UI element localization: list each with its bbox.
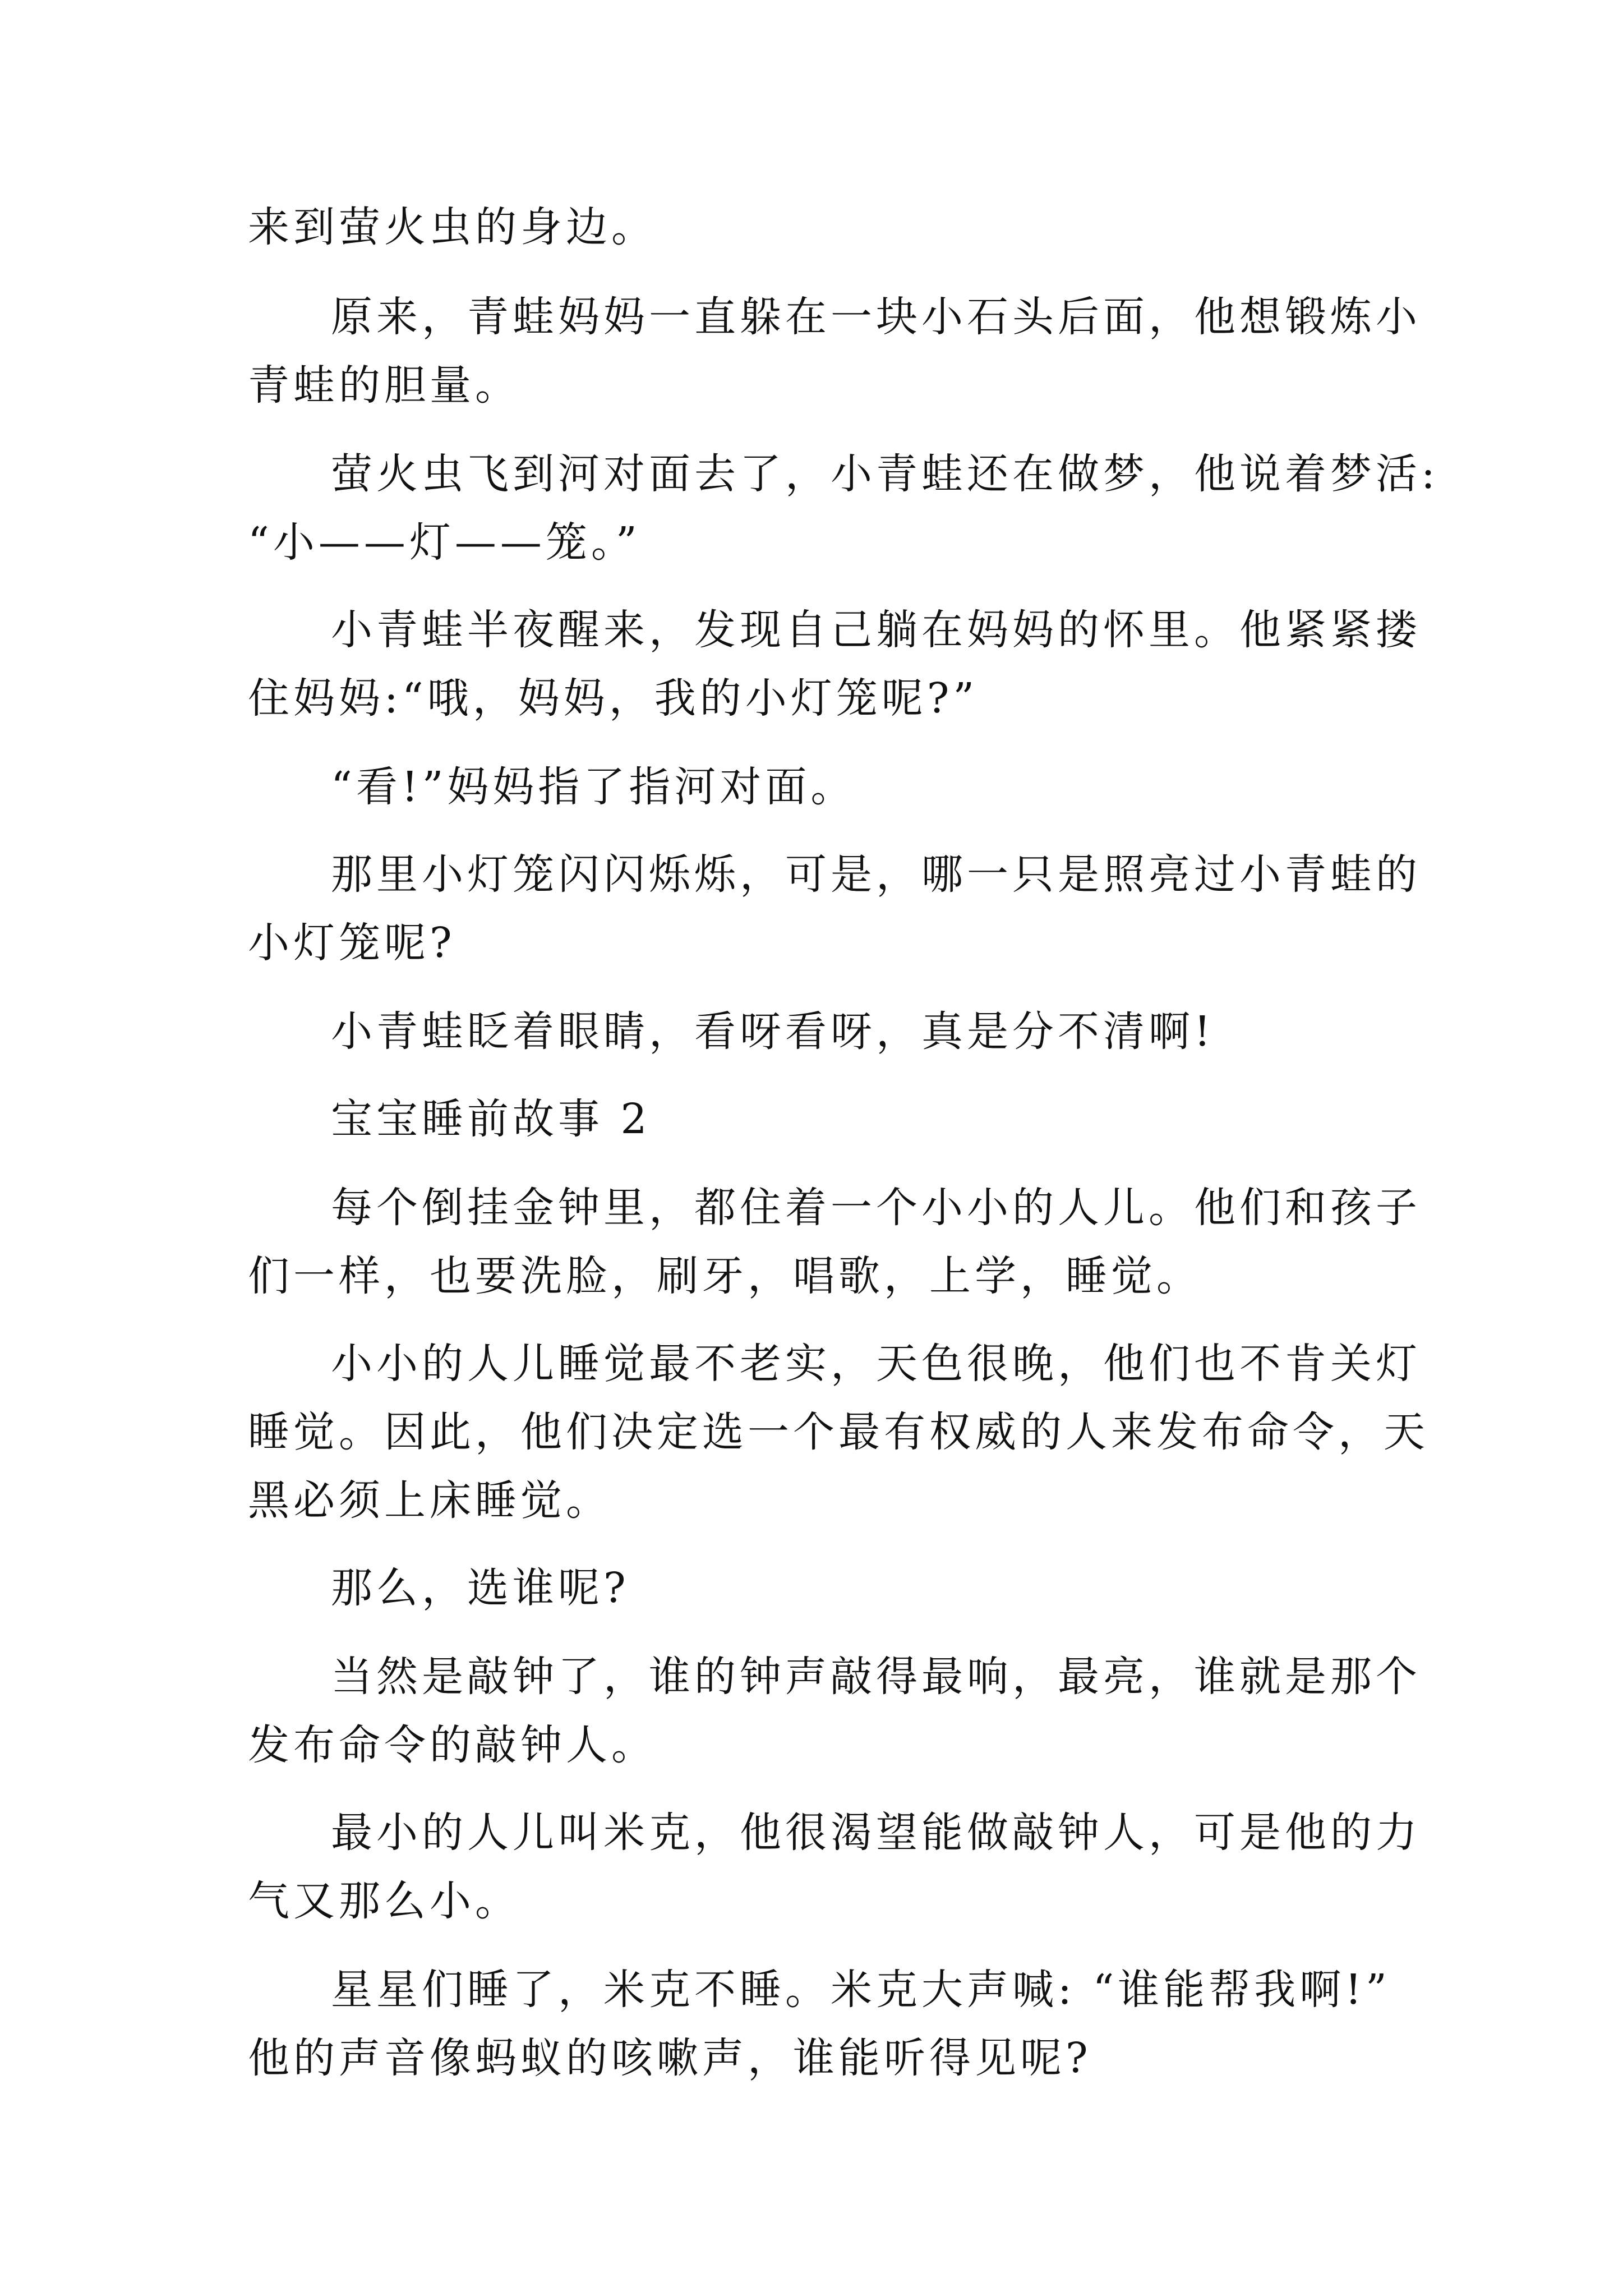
section-heading: 宝宝睡前故事 2 [331, 1095, 651, 1143]
paragraph-line: 每个倒挂金钟里，都住着一个小小的人儿。他们和孩子 [331, 1184, 1421, 1232]
text-line: 们一样，也要洗脸，刷牙，唱歌，上学，睡觉。 [248, 1252, 1202, 1300]
paragraph-line: 当然是敲钟了，谁的钟声敲得最响，最亮，谁就是那个 [331, 1653, 1421, 1701]
paragraph-line: 小小的人儿睡觉最不老实，天色很晚，他们也不肯关灯 [331, 1340, 1421, 1388]
paragraph-line: 星星们睡了，米克不睡。米克大声喊: “谁能帮我啊!” [331, 1966, 1391, 2014]
text-line: 发布命令的敲钟人。 [248, 1721, 657, 1769]
text-line: 来到萤火虫的身边。 [248, 203, 657, 251]
text-line: 青蛙的胆量。 [248, 361, 520, 409]
paragraph-line: 原来，青蛙妈妈一直躲在一块小石头后面，他想锻炼小 [331, 293, 1421, 341]
paragraph-line: “看!”妈妈指了指河对面。 [331, 763, 856, 811]
text-line: “小——灯——笼。” [248, 518, 641, 567]
paragraph-line: 那么，选谁呢? [331, 1564, 630, 1612]
paragraph-line: 小青蛙眨着眼睛，看呀看呀，真是分不清啊! [331, 1007, 1215, 1056]
paragraph-line: 那里小灯笼闪闪烁烁，可是，哪一只是照亮过小青蛙的 [331, 850, 1421, 899]
text-line: 他的声音像蚂蚁的咳嗽声，谁能听得见呢? [248, 2034, 1092, 2082]
text-line: 小灯笼呢? [248, 919, 456, 967]
text-line: 气又那么小。 [248, 1877, 520, 1925]
paragraph-line: 最小的人儿叫米克，他很渴望能做敲钟人，可是他的力 [331, 1809, 1421, 1857]
paragraph-line: 小青蛙半夜醒来，发现自己躺在妈妈的怀里。他紧紧搂 [331, 606, 1421, 654]
paragraph-line: 萤火虫飞到河对面去了，小青蛙还在做梦，他说着梦活: [331, 450, 1439, 498]
text-line: 黑必须上床睡觉。 [248, 1476, 611, 1525]
text-line: 睡觉。因此，他们决定选一个最有权威的人来发布命令，天 [248, 1408, 1429, 1456]
text-line: 住妈妈:“哦，妈妈，我的小灯笼呢?” [248, 674, 979, 723]
